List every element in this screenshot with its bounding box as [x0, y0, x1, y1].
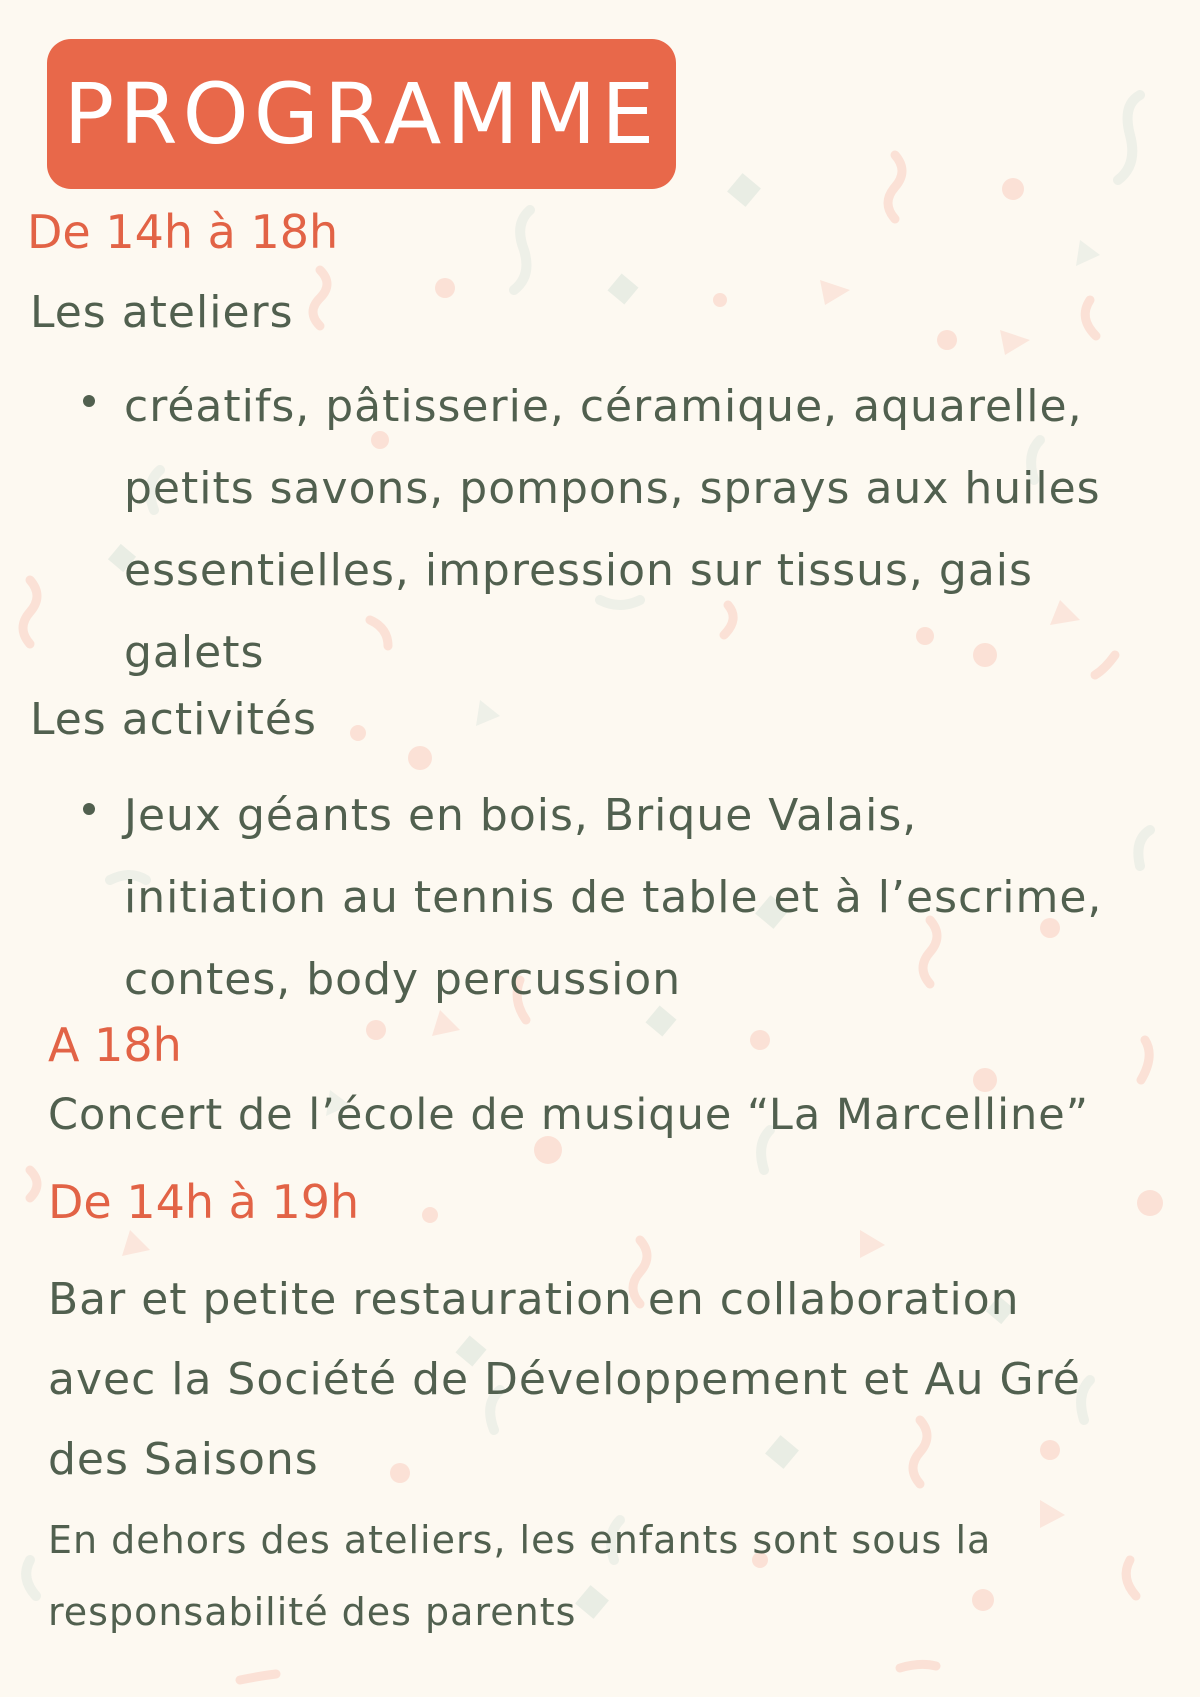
- title-banner: [47, 39, 676, 189]
- time-label-concert: A 18h: [48, 1018, 182, 1072]
- bullet-dot: [83, 803, 95, 815]
- ateliers-heading: Les ateliers: [30, 287, 294, 338]
- bar-line: Bar et petite restauration en collaboration: [48, 1274, 1020, 1325]
- concert-text: Concert de l’école de musique “La Marcelline”: [48, 1090, 1090, 1140]
- activites-line: contes, body percussion: [124, 954, 682, 1005]
- ateliers-line: galets: [124, 627, 265, 678]
- bullet-dot: [83, 395, 95, 407]
- bar-paragraph: [48, 1260, 1081, 1500]
- time-label-ateliers: De 14h à 18h: [27, 205, 339, 259]
- activites-line: Jeux géants en bois, Brique Valais,: [124, 790, 918, 841]
- activites-line: initiation au tennis de table et à l’escrime,: [124, 872, 1103, 923]
- bar-line: des Saisons: [48, 1434, 319, 1485]
- note-line: En dehors des ateliers, les enfants sont sous la: [48, 1518, 992, 1562]
- note-paragraph: [48, 1504, 991, 1648]
- note-line: responsabilité des parents: [48, 1590, 577, 1634]
- ateliers-line: petits savons, pompons, sprays aux huiles: [124, 463, 1101, 514]
- activites-list-item: [124, 775, 1102, 1021]
- ateliers-list-item: [124, 366, 1101, 694]
- time-label-bar: De 14h à 19h: [48, 1175, 360, 1229]
- ateliers-line: essentielles, impression sur tissus, gais: [124, 545, 1033, 596]
- activites-heading: Les activités: [30, 694, 317, 745]
- page-title: PROGRAMME: [63, 65, 660, 163]
- ateliers-line: créatifs, pâtisserie, céramique, aquarelle,: [124, 381, 1083, 432]
- bar-line: avec la Société de Développement et Au Gré: [48, 1354, 1081, 1405]
